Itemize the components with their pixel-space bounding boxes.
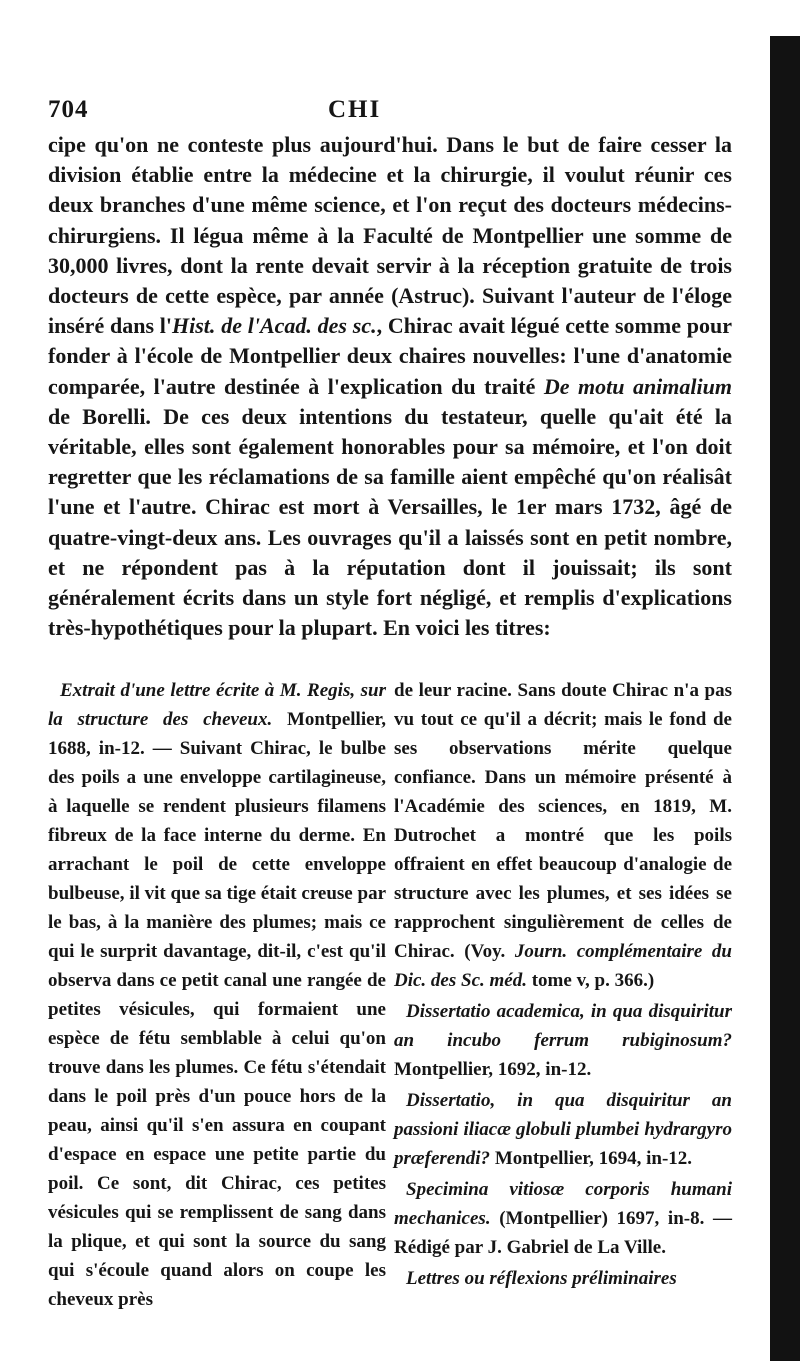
book-page [48, 96, 732, 1314]
hist-acad-title: Hist. de l'Acad. des sc. [172, 313, 377, 339]
bibliography-entry [48, 676, 386, 1314]
bibliography-entry [394, 1264, 732, 1293]
continuation-end: tome v, p. 366.) [526, 970, 655, 992]
right-column [394, 676, 732, 1314]
entry-title: Extrait d'une lettre écrite à M. Regis, sur la structure des cheveux. [48, 680, 386, 731]
entry-title: Dissertatio academica, in qua disquiritur an incubo ferrum rubiginosum? [394, 1001, 732, 1052]
entry-continuation [394, 676, 732, 995]
entry-title: Dissertatio, in qua disquiritur an passioni iliacæ globuli plumbei hydrargyro præferendi? [394, 1090, 732, 1170]
main-paragraph [48, 130, 732, 643]
main-text-part1: cipe qu'on ne conteste plus aujourd'hui. Dans le but de faire cesser la division établie entre la médecine et la chirurgie, il voulut réunir ces deux branches d'une même science, et l'on reçut des docteurs médecins-chirurgiens. Il légua même à la Faculté de Montpellier une somme de 30,000 livres, dont la rente devait servir à la réception gratuite de trois docteurs de cette espèce, par année (Astruc). Suivant l'auteur de l'éloge inséré dans l' [48, 132, 732, 339]
scan-edge-shadow [770, 36, 800, 1361]
bibliography-columns [48, 676, 732, 1314]
entry-text: Montpellier, 1692, in-12. [394, 1059, 592, 1081]
bibliography-entry [394, 1175, 732, 1262]
entry-text: (Montpellier) 1697, in-8. — Rédigé par J. Gabriel de La Ville. [394, 1208, 732, 1259]
page-number: 704 [48, 96, 89, 123]
entry-title: Specimina vitiosæ corporis humani mechanices. [394, 1179, 732, 1230]
entry-text: Montpellier, 1694, in-12. [490, 1148, 693, 1170]
running-head: CHI [328, 96, 382, 123]
entry-title: Lettres ou réflexions préliminaires [406, 1268, 677, 1290]
main-text-part2: , Chirac avait légué cette somme pour fonder à l'école de Montpellier deux chaires nouvelles: l'une d'anatomie comparée, l'autre destinée à l'explication du traité [48, 313, 732, 399]
left-column [48, 676, 386, 1314]
bibliography-entry [394, 997, 732, 1084]
journal-title: Journ. complémentaire du Dic. des Sc. méd. [394, 941, 732, 992]
main-text-part3: de Borelli. De ces deux intentions du testateur, quelle qu'ait été la véritable, elles sont également honorables pour sa mémoire, et l'on doit regretter que les réclamations de sa famille aient empêché qu'on réalisât l'une et l'autre. Chirac est mort à Versailles, le 1er mars 1732, âgé de quatre-vingt-deux ans. Les ouvrages qu'il a laissés sont en petit nombre, et ne répondent pas à la réputation dont il jouissait; ils sont généralement écrits dans un style fort négligé, et remplis d'explications très-hypothétiques pour la plupart. En voici les titres: [48, 403, 732, 641]
treatise-title: De motu animalium [543, 373, 732, 399]
continuation-text: de leur racine. Sans doute Chirac n'a pas vu tout ce qu'il a décrit; mais le fond de ses observations mérite quelque confiance. Dans un mémoire présenté à l'Académie des sciences, en 1819, M. Dutrochet a montré que les poils offraient en effet beaucoup d'analogie de structure avec les plumes, et ses idées se rapprochent singulièrement de celles de Chirac. (Voy. [394, 680, 732, 963]
entry-text: Montpellier, 1688, in-12. — Suivant Chirac, le bulbe des poils a une enveloppe cartilagineuse, à laquelle se rendent plusieurs filamens fibreux de la face interne du derme. En arrachant le poil de cette enveloppe bulbeuse, il vit que sa tige était creuse par le bas, à la manière des plumes; mais ce qui le surprit davantage, dit-il, c'est qu'il observa dans ce petit canal une rangée de petites vésicules, qui formaient une espèce de fétu semblable à celui qu'on trouve dans les plumes. Ce fétu s'étendait dans le poil près d'un pouce hors de la peau, ainsi qu'il s'en assura en coupant d'espace en espace une petite partie du poil. Ce sont, dit Chirac, ces petites vésicules qui se remplissent de sang dans la plique, et qui sont la source du sang qui s'écoule quand alors on coupe les cheveux près [48, 709, 386, 1311]
page-header [48, 96, 732, 130]
bibliography-entry [394, 1086, 732, 1173]
